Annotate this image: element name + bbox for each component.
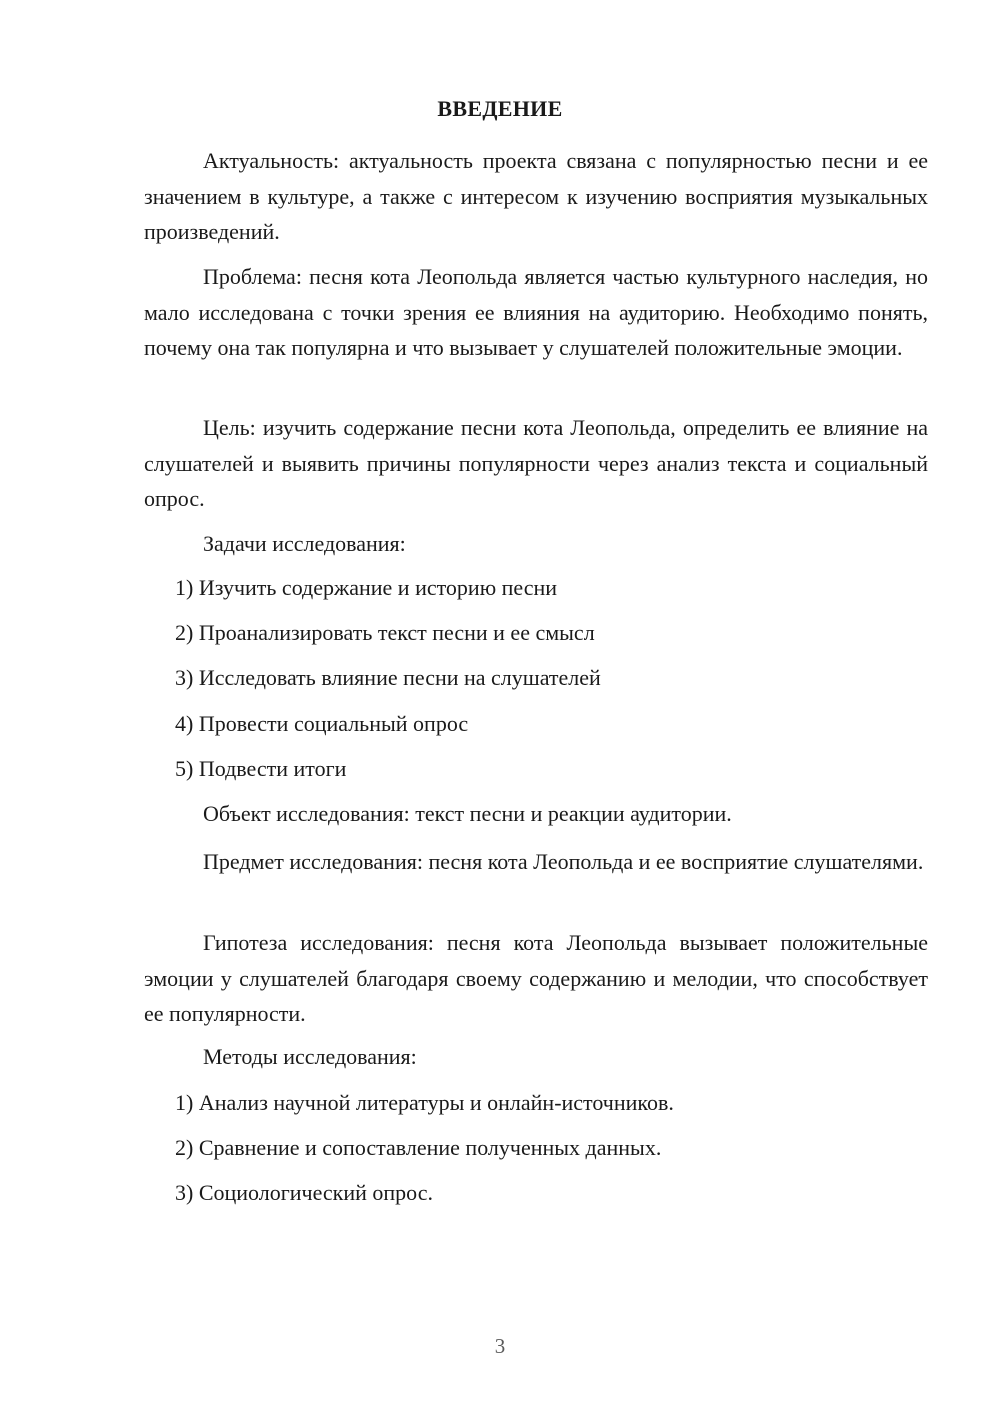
task-item-2: 2) Проанализировать текст песни и ее смысл (175, 620, 595, 645)
task-item-5: 5) Подвести итоги (175, 756, 347, 781)
paragraph-subject-text: Предмет исследования: песня кота Леопольда и ее восприятие слушателями. (203, 849, 924, 874)
paragraph-goal-text: Цель: изучить содержание песни кота Леопольда, определить ее влияние на слушателей и выявить причины популярности через анализ текста и социальный опрос. (144, 415, 928, 511)
method-item-3: 3) Социологический опрос. (175, 1180, 433, 1205)
method-item-1: 1) Анализ научной литературы и онлайн-источников. (175, 1090, 674, 1115)
paragraph-relevance-text: Актуальность: актуальность проекта связана с популярностью песни и ее значением в культуре, а также с интересом к изучению восприятия музыкальных произведений. (144, 148, 928, 244)
paragraph-subject (144, 844, 928, 880)
page-number: 3 (494, 1334, 506, 1358)
paragraph-problem-text: Проблема: песня кота Леопольда является частью культурного наследия, но мало исследована с точки зрения ее влияния на аудиторию. Необходимо понять, почему она так популярна и что вызывает у слушателей положительные эмоции. (144, 264, 928, 360)
paragraph-goal (144, 410, 928, 517)
research-object: Объект исследования: текст песни и реакции аудитории. (203, 801, 732, 826)
task-item-3: 3) Исследовать влияние песни на слушателей (175, 665, 601, 690)
paragraph-hypothesis-text: Гипотеза исследования: песня кота Леопольда вызывает положительные эмоции у слушателей благодаря своему содержанию и мелодии, что способствует ее популярности. (144, 930, 928, 1026)
task-item-1: 1) Изучить содержание и историю песни (175, 575, 558, 600)
methods-heading: Методы исследования: (203, 1044, 417, 1069)
tasks-heading: Задачи исследования: (203, 531, 406, 556)
paragraph-hypothesis (144, 925, 928, 1032)
page-title: ВВЕДЕНИЕ (437, 96, 563, 121)
paragraph-relevance (144, 143, 928, 250)
task-item-4: 4) Провести социальный опрос (175, 711, 469, 736)
paragraph-problem (144, 259, 928, 366)
method-item-2: 2) Сравнение и сопоставление полученных данных. (175, 1135, 662, 1160)
